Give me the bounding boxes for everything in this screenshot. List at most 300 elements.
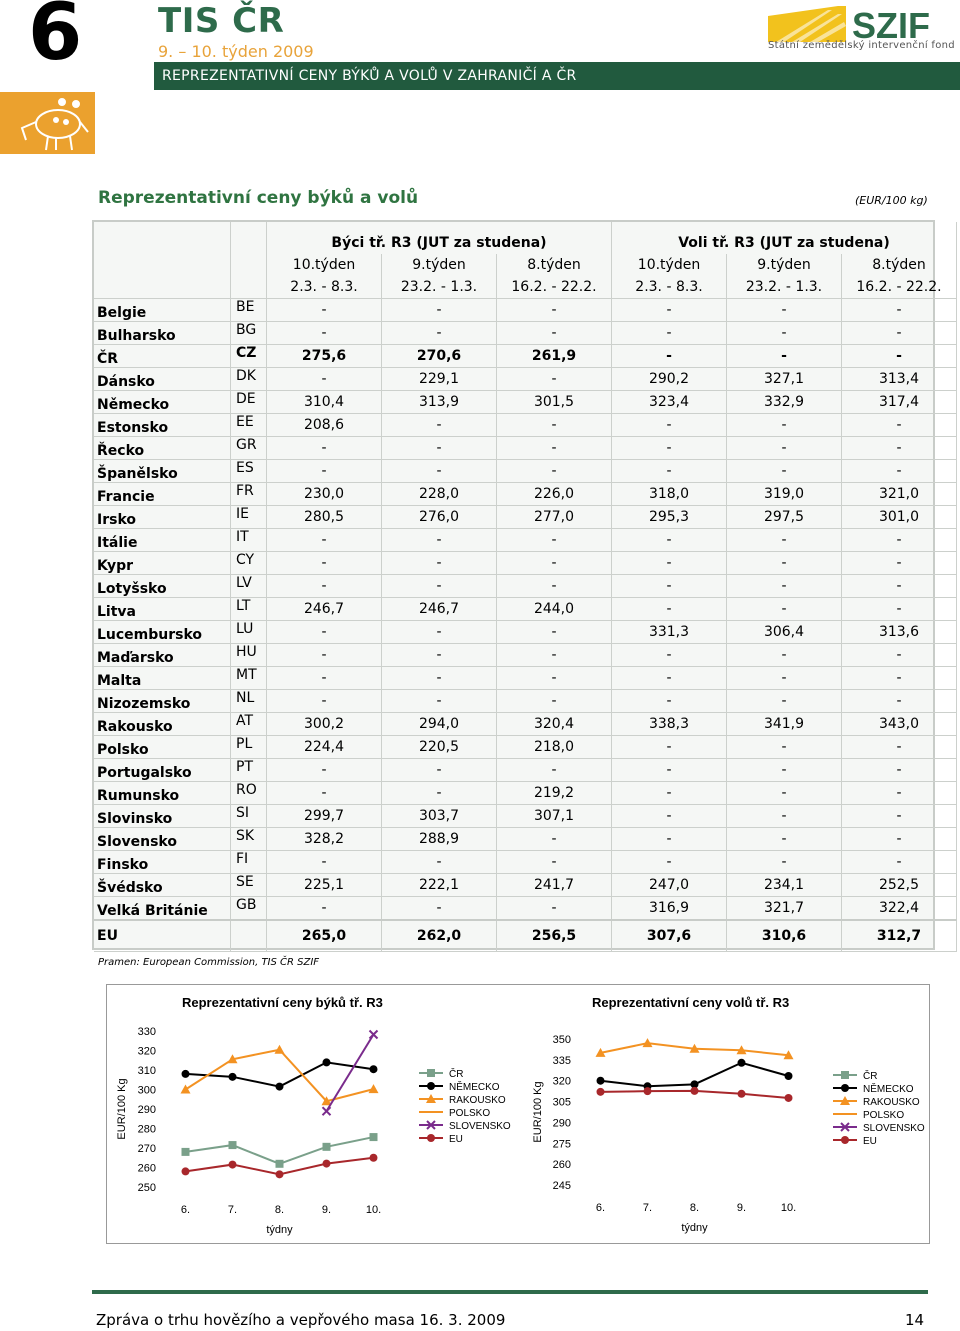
data-point [597, 1077, 605, 1085]
country-name: Nizozemsko [94, 690, 231, 713]
country-name: Maďarsko [94, 644, 231, 667]
price-cell: 331,3 [612, 621, 727, 644]
country-code: LV [231, 575, 267, 598]
price-cell: - [612, 598, 727, 621]
price-cell: - [727, 460, 842, 483]
price-cell: 295,3 [612, 506, 727, 529]
eu-price-cell: 262,0 [382, 920, 497, 952]
price-cell: 246,7 [382, 598, 497, 621]
price-cell: - [382, 897, 497, 921]
price-cell: 306,4 [727, 621, 842, 644]
y-tick-label: 280 [137, 1123, 156, 1136]
week-label: 9. – 10. týden 2009 [158, 42, 314, 61]
table-row [94, 736, 957, 759]
price-cell: 280,5 [267, 506, 382, 529]
data-point [370, 1031, 378, 1039]
price-cell: 297,5 [727, 506, 842, 529]
data-point [691, 1087, 699, 1095]
price-cell: 275,6 [267, 345, 382, 368]
legend-marker [841, 1084, 849, 1092]
country-name: Estonsko [94, 414, 231, 437]
week-header: 10.týden [267, 254, 382, 276]
date-header: 16.2. - 22.2. [497, 276, 612, 299]
price-cell: - [382, 414, 497, 437]
price-cell: 247,0 [612, 874, 727, 897]
legend-label: EU [449, 1134, 463, 1145]
legend-label: SLOVENSKO [863, 1123, 925, 1134]
eu-price-cell: 307,6 [612, 920, 727, 952]
section-title: Reprezentativní ceny býků a volů [98, 188, 419, 208]
price-cell: 241,7 [497, 874, 612, 897]
week-header: 10.týden [612, 254, 727, 276]
data-point [276, 1083, 284, 1091]
y-tick-label: 275 [552, 1138, 571, 1151]
price-cell: - [612, 667, 727, 690]
country-code: EE [231, 414, 267, 437]
legend-label: POLSKO [863, 1110, 905, 1121]
price-cell: 224,4 [267, 736, 382, 759]
data-point [644, 1087, 652, 1095]
eu-row [94, 920, 957, 952]
price-cell: - [267, 621, 382, 644]
y-tick-label: 260 [137, 1162, 156, 1175]
country-name: Rumunsko [94, 782, 231, 805]
eu-code [231, 920, 267, 952]
header-empty [94, 222, 231, 254]
country-code: HU [231, 644, 267, 667]
week-header: 9.týden [727, 254, 842, 276]
price-cell: 313,4 [842, 368, 957, 391]
charts-svg [107, 985, 929, 1243]
price-cell: - [727, 529, 842, 552]
price-cell: 303,7 [382, 805, 497, 828]
price-cell: - [382, 759, 497, 782]
data-point [738, 1059, 746, 1067]
x-tick-label: 10. [365, 1204, 382, 1216]
country-code: SE [231, 874, 267, 897]
group-oxen: Voli tř. R3 (JUT za studena) [612, 222, 957, 254]
cow-icon [0, 92, 95, 154]
price-cell: - [612, 805, 727, 828]
table-row [94, 575, 957, 598]
x-tick-label: 7. [227, 1204, 238, 1216]
x-tick-label: 8. [689, 1202, 700, 1214]
header-empty [231, 254, 267, 276]
data-point [323, 1107, 331, 1115]
price-cell: - [382, 437, 497, 460]
data-point [370, 1154, 378, 1162]
price-cell: - [382, 529, 497, 552]
y-tick-label: 300 [137, 1084, 156, 1097]
country-code: IT [231, 529, 267, 552]
table-row [94, 552, 957, 575]
country-code: RO [231, 782, 267, 805]
price-cell: - [842, 575, 957, 598]
table-row [94, 644, 957, 667]
data-point [182, 1167, 190, 1175]
price-cell: 318,0 [612, 483, 727, 506]
y-tick-label: 320 [137, 1045, 156, 1058]
country-code: LT [231, 598, 267, 621]
price-cell: 321,0 [842, 483, 957, 506]
table-row [94, 782, 957, 805]
y-tick-label: 290 [137, 1104, 156, 1116]
data-point [369, 1084, 379, 1093]
legend-label: SLOVENSKO [449, 1121, 511, 1132]
legend-label: NĚMECKO [449, 1082, 500, 1093]
y-tick-label: 320 [552, 1075, 571, 1088]
price-cell: - [842, 460, 957, 483]
price-cell: 322,4 [842, 897, 957, 921]
price-cell: 321,7 [727, 897, 842, 921]
price-cell: - [497, 897, 612, 921]
price-cell: - [497, 299, 612, 322]
chart-title: Reprezentativní ceny býků tř. R3 [182, 995, 383, 1010]
country-code: LU [231, 621, 267, 644]
price-cell: - [497, 644, 612, 667]
price-cell: - [612, 851, 727, 874]
price-cell: - [497, 414, 612, 437]
price-cell: 252,5 [842, 874, 957, 897]
price-cell: - [842, 414, 957, 437]
price-cell: - [612, 345, 727, 368]
price-cell: 219,2 [497, 782, 612, 805]
price-cell: - [497, 575, 612, 598]
y-tick-label: 305 [552, 1096, 571, 1109]
price-cell: - [612, 690, 727, 713]
date-header: 23.2. - 1.3. [727, 276, 842, 299]
table-row [94, 322, 957, 345]
charts-frame [106, 984, 930, 1244]
x-tick-label: 8. [274, 1204, 285, 1216]
y-tick-label: 250 [137, 1182, 156, 1194]
data-point [785, 1094, 793, 1102]
header-empty [231, 276, 267, 299]
price-cell: - [842, 805, 957, 828]
header-subtitle: REPREZENTATIVNÍ CENY BÝKŮ A VOLŮ V ZAHRANIČÍ A ČR [162, 68, 577, 84]
data-point [275, 1045, 285, 1054]
y-tick-label: 290 [552, 1117, 571, 1130]
y-tick-label: 270 [137, 1143, 156, 1155]
series-line [327, 1035, 374, 1112]
y-axis-label: EUR/100 Kg [116, 1078, 128, 1140]
country-name: Dánsko [94, 368, 231, 391]
price-cell: - [612, 322, 727, 345]
eu-price-cell: 256,5 [497, 920, 612, 952]
price-cell: 218,0 [497, 736, 612, 759]
table-row [94, 897, 957, 921]
price-cell: 338,3 [612, 713, 727, 736]
price-cell: - [267, 299, 382, 322]
country-name: Slovinsko [94, 805, 231, 828]
price-cell: 288,9 [382, 828, 497, 851]
page-number: 14 [905, 1311, 925, 1329]
price-cell: 220,5 [382, 736, 497, 759]
price-cell: - [382, 299, 497, 322]
price-cell: 343,0 [842, 713, 957, 736]
logo-text: SZIF [852, 6, 930, 42]
eu-price-cell: 265,0 [267, 920, 382, 952]
country-code: AT [231, 713, 267, 736]
price-cell: - [612, 529, 727, 552]
price-cell: 270,6 [382, 345, 497, 368]
price-cell: - [727, 828, 842, 851]
price-cell: - [842, 437, 957, 460]
data-point [229, 1141, 237, 1149]
data-point [276, 1170, 284, 1178]
price-cell: - [842, 552, 957, 575]
data-point [276, 1160, 284, 1168]
price-cell: 208,6 [267, 414, 382, 437]
country-name: ČR [94, 345, 231, 368]
country-name: Itálie [94, 529, 231, 552]
price-cell: - [382, 667, 497, 690]
data-point [738, 1090, 746, 1098]
price-cell: - [497, 851, 612, 874]
y-tick-label: 335 [552, 1054, 571, 1067]
wheat-field-icon [768, 6, 846, 42]
price-cell: 290,2 [612, 368, 727, 391]
table-header-weeks [94, 254, 957, 276]
country-name: Francie [94, 483, 231, 506]
price-cell: - [842, 299, 957, 322]
country-name: Řecko [94, 437, 231, 460]
price-cell: - [842, 667, 957, 690]
footer-line [92, 1290, 928, 1294]
x-axis-label: týdny [681, 1222, 708, 1234]
price-cell: 301,5 [497, 391, 612, 414]
table-row [94, 506, 957, 529]
price-cell: - [382, 851, 497, 874]
price-cell: - [727, 667, 842, 690]
price-cell: - [842, 598, 957, 621]
legend-marker [841, 1071, 849, 1079]
price-cell: - [727, 782, 842, 805]
price-cell: 307,1 [497, 805, 612, 828]
legend-label: RAKOUSKO [449, 1095, 506, 1106]
price-cell: - [267, 690, 382, 713]
x-axis-label: týdny [266, 1224, 293, 1236]
price-cell: - [612, 644, 727, 667]
data-point [182, 1148, 190, 1156]
price-cell: - [727, 851, 842, 874]
data-point [181, 1085, 191, 1094]
country-name: Lucembursko [94, 621, 231, 644]
price-cell: - [727, 299, 842, 322]
price-cell: 222,1 [382, 874, 497, 897]
price-cell: - [497, 529, 612, 552]
country-name: Irsko [94, 506, 231, 529]
price-cell: - [382, 575, 497, 598]
price-cell: - [727, 414, 842, 437]
price-cell: 300,2 [267, 713, 382, 736]
price-cell: 301,0 [842, 506, 957, 529]
price-cell: - [497, 759, 612, 782]
eu-price-cell: 312,7 [842, 920, 957, 952]
legend-label: RAKOUSKO [863, 1097, 920, 1108]
price-cell: 277,0 [497, 506, 612, 529]
price-cell: - [842, 828, 957, 851]
price-cell: 316,9 [612, 897, 727, 921]
price-cell: - [612, 299, 727, 322]
price-cell: - [612, 759, 727, 782]
price-cell: 229,1 [382, 368, 497, 391]
price-cell: 299,7 [267, 805, 382, 828]
price-cell: 313,6 [842, 621, 957, 644]
cow-logo-box [0, 92, 95, 154]
price-cell: - [727, 644, 842, 667]
price-cell: 327,1 [727, 368, 842, 391]
country-code: CZ [231, 345, 267, 368]
price-cell: - [727, 736, 842, 759]
table-row [94, 713, 957, 736]
price-cell: 244,0 [497, 598, 612, 621]
price-cell: - [842, 782, 957, 805]
price-cell: 323,4 [612, 391, 727, 414]
x-tick-label: 6. [180, 1204, 191, 1216]
price-cell: - [842, 529, 957, 552]
price-cell: - [612, 437, 727, 460]
table-row [94, 299, 957, 322]
price-cell: 276,0 [382, 506, 497, 529]
chart-title: Reprezentativní ceny volů tř. R3 [592, 995, 790, 1010]
price-cell: - [842, 322, 957, 345]
price-cell: - [267, 897, 382, 921]
legend-marker [427, 1069, 435, 1077]
price-cell: 341,9 [727, 713, 842, 736]
price-cell: - [497, 368, 612, 391]
country-name: Slovensko [94, 828, 231, 851]
price-cell: - [612, 782, 727, 805]
price-cell: 328,2 [267, 828, 382, 851]
country-code: FI [231, 851, 267, 874]
table-row [94, 828, 957, 851]
logo-subtitle: Státní zemědělský intervenční fond [768, 40, 955, 51]
price-cell: 228,0 [382, 483, 497, 506]
series-line [186, 1137, 374, 1164]
legend-label: POLSKO [449, 1108, 491, 1119]
country-name: Finsko [94, 851, 231, 874]
table-row [94, 414, 957, 437]
table-row [94, 391, 957, 414]
price-cell: - [842, 690, 957, 713]
price-cell: - [382, 644, 497, 667]
country-name: Malta [94, 667, 231, 690]
country-code: SK [231, 828, 267, 851]
legend-label: ČR [449, 1069, 464, 1080]
country-name: Litva [94, 598, 231, 621]
date-header: 23.2. - 1.3. [382, 276, 497, 299]
country-code: DK [231, 368, 267, 391]
data-point [785, 1072, 793, 1080]
country-code: PT [231, 759, 267, 782]
data-point [597, 1088, 605, 1096]
price-cell: - [727, 759, 842, 782]
price-cell: - [727, 552, 842, 575]
x-tick-label: 9. [736, 1202, 747, 1214]
price-cell: - [842, 644, 957, 667]
price-cell: - [267, 759, 382, 782]
eu-price-cell: 310,6 [727, 920, 842, 952]
legend-marker [427, 1134, 435, 1142]
table-row [94, 851, 957, 874]
price-cell: - [497, 552, 612, 575]
price-cell: - [267, 368, 382, 391]
table-row [94, 759, 957, 782]
country-code: NL [231, 690, 267, 713]
date-header: 2.3. - 8.3. [267, 276, 382, 299]
price-cell: 317,4 [842, 391, 957, 414]
country-name: Kypr [94, 552, 231, 575]
price-cell: - [382, 690, 497, 713]
price-cell: - [267, 782, 382, 805]
price-cell: - [727, 598, 842, 621]
y-tick-label: 350 [552, 1034, 571, 1046]
country-code: PL [231, 736, 267, 759]
price-cell: - [727, 345, 842, 368]
x-tick-label: 7. [642, 1202, 653, 1214]
table-row [94, 805, 957, 828]
price-cell: - [727, 805, 842, 828]
country-code: BE [231, 299, 267, 322]
legend-label: ČR [863, 1071, 878, 1082]
price-table [94, 222, 957, 952]
country-name: Rakousko [94, 713, 231, 736]
header-empty [231, 222, 267, 254]
table-header-groups [94, 222, 957, 254]
price-cell: - [497, 828, 612, 851]
country-code: ES [231, 460, 267, 483]
price-cell: 226,0 [497, 483, 612, 506]
tis-title: TIS ČR [158, 1, 285, 41]
table-header-dates [94, 276, 957, 299]
country-name: Bulharsko [94, 322, 231, 345]
legend-marker [841, 1136, 849, 1144]
data-point [229, 1161, 237, 1169]
country-code: GR [231, 437, 267, 460]
country-code: BG [231, 322, 267, 345]
price-cell: - [382, 460, 497, 483]
price-cell: - [267, 552, 382, 575]
price-cell: - [267, 644, 382, 667]
data-point [370, 1065, 378, 1073]
table-row [94, 483, 957, 506]
table-row [94, 529, 957, 552]
country-name: Polsko [94, 736, 231, 759]
group-bulls: Býci tř. R3 (JUT za studena) [267, 222, 612, 254]
price-cell: - [497, 437, 612, 460]
y-axis-label: EUR/100 Kg [532, 1081, 544, 1143]
price-cell: - [267, 529, 382, 552]
price-cell: - [497, 460, 612, 483]
price-cell: - [267, 667, 382, 690]
price-cell: 246,7 [267, 598, 382, 621]
y-tick-label: 245 [552, 1180, 571, 1192]
table-row [94, 345, 957, 368]
country-code: GB [231, 897, 267, 921]
price-cell: - [497, 667, 612, 690]
price-cell: - [267, 460, 382, 483]
price-cell: - [612, 828, 727, 851]
y-tick-label: 260 [552, 1159, 571, 1172]
country-code: CY [231, 552, 267, 575]
price-cell: - [497, 690, 612, 713]
price-cell: - [267, 322, 382, 345]
price-cell: - [842, 345, 957, 368]
table-row [94, 460, 957, 483]
price-cell: - [382, 621, 497, 644]
y-tick-label: 310 [137, 1065, 156, 1077]
